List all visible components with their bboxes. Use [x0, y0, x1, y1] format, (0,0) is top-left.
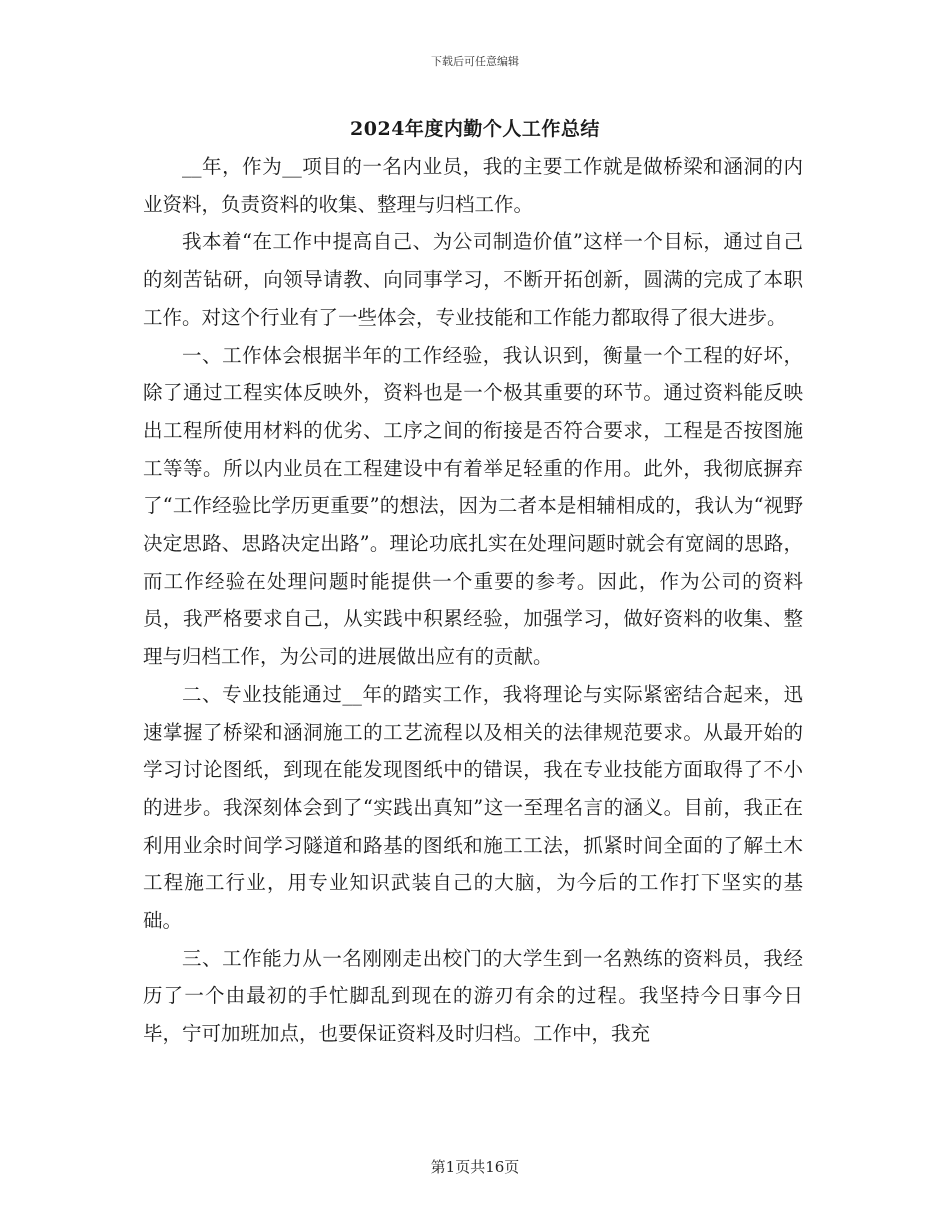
paragraph-intro: __年，作为__项目的一名内业员，我的主要工作就是做桥梁和涵洞的内业资料，负责资料的收集、整理与归档工作。 [143, 155, 803, 216]
paragraph-work-experience: 一、工作体会根据半年的工作经验，我认识到，衡量一个工程的好坏，除了通过工程实体反映外，资料也是一个极其重要的环节。通过资料能反映出工程所使用材料的优劣、工序之间的衔接是否符合要求，工程是否按图施工等等。所以内业员在工程建设中有着举足轻重的作用。此外，我彻底摒弃了“工作经验比学历更重要”的想法，因为二者本是相辅相成的，我认为“视野决定思路、思路决定出路”。理论功底扎实在处理问题时就会有宽阔的思路，而工作经验在处理问题时能提供一个重要的参考。因此，作为公司的资料员，我严格要求自己，从实践中积累经验，加强学习，做好资料的收集、整理与归档工作，为公司的进展做出应有的贡献。 [143, 343, 803, 669]
document-title: 2024年度内勤个人工作总结 [350, 118, 600, 140]
paragraph-work-ability: 三、工作能力从一名刚刚走出校门的大学生到一名熟练的资料员，我经历了一个由最初的手忙脚乱到现在的游刃有余的过程。我坚持今日事今日毕，宁可加班加点，也要保证资料及时归档。工作中，我充 [143, 946, 803, 1046]
page-number-footer: 第1页共16页 [430, 1158, 520, 1176]
paragraph-goal: 我本着“在工作中提高自己、为公司制造价值”这样一个目标，通过自己的刻苦钻研，向领导请教、向同事学习，不断开拓创新，圆满的完成了本职工作。对这个行业有了一些体会，专业技能和工作能力都取得了很大进步。 [143, 230, 803, 329]
page-header-note: 下载后可任意编辑 [431, 55, 519, 68]
paragraph-professional-skills: 二、专业技能通过__年的踏实工作，我将理论与实际紧密结合起来，迅速掌握了桥梁和涵洞施工的工艺流程以及相关的法律规范要求。从最开始的学习讨论图纸，到现在能发现图纸中的错误，我在专业技能方面取得了不小的进步。我深刻体会到了“实践出真知”这一至理名言的涵义。目前，我正在利用业余时间学习隧道和路基的图纸和施工工法，抓紧时间全面的了解土木工程施工行业，用专业知识武装自己的大脑，为今后的工作打下坚实的基础。 [143, 682, 803, 933]
document-body [143, 148, 803, 1053]
